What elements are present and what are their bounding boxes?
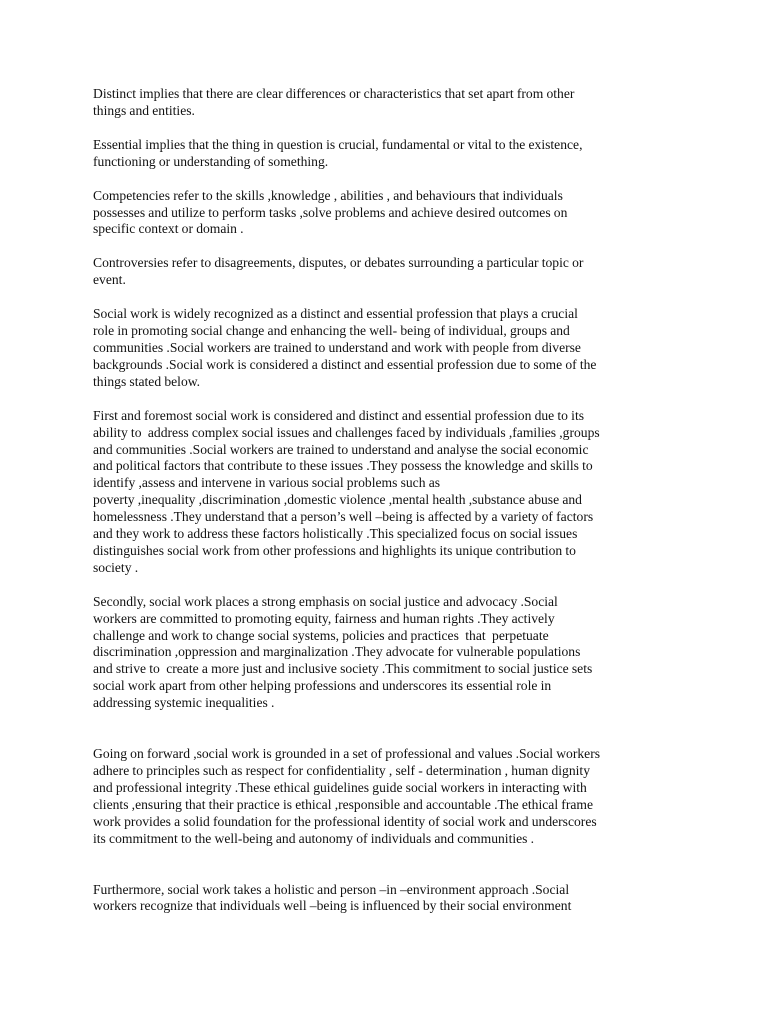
document-page — [93, 86, 673, 915]
paragraph-essential-definition — [93, 137, 673, 171]
paragraph-fourth-point — [93, 882, 673, 916]
text-line: role in promoting social change and enhancing the well- being of individual, groups and — [93, 323, 570, 339]
text-line: clients ,ensuring that their practice is ethical ,responsible and accountable .The ethical frame — [93, 796, 593, 812]
text-line: Essential implies that the thing in question is crucial, fundamental or vital to the existence, — [93, 136, 583, 152]
text-line: possesses and utilize to perform tasks ,solve problems and achieve desired outcomes on — [93, 204, 568, 220]
paragraph-second-point — [93, 594, 673, 712]
paragraph-distinct-definition — [93, 86, 673, 120]
text-line: social work apart from other helping professions and underscores its essential role in — [93, 678, 552, 694]
text-line: event. — [93, 272, 126, 288]
text-line: Social work is widely recognized as a distinct and essential profession that plays a crucial — [93, 306, 578, 322]
text-line: backgrounds .Social work is considered a distinct and essential profession due to some of the — [93, 356, 597, 372]
text-line: Going on forward ,social work is grounded in a set of professional and values .Social workers — [93, 746, 601, 762]
text-line: functioning or understanding of something. — [93, 153, 329, 169]
text-line: identify ,assess and intervene in various social problems such as — [93, 475, 441, 491]
paragraph-controversies-definition — [93, 255, 673, 289]
text-line: poverty ,inequality ,discrimination ,domestic violence ,mental health ,substance abuse and — [93, 492, 582, 508]
text-line: and they work to address these factors holistically .This specialized focus on social issues — [93, 526, 578, 542]
paragraph-competencies-definition — [93, 188, 673, 239]
text-line: and communities .Social workers are trained to understand and analyse the social economic — [93, 441, 589, 457]
text-line: things and entities. — [93, 102, 195, 118]
text-line: communities .Social workers are trained to understand and work with people from diverse — [93, 339, 581, 355]
text-line: adhere to principles such as respect for confidentiality , self - determination , human dignity — [93, 763, 590, 778]
text-line: discrimination ,oppression and marginalization .They advocate for vulnerable populations — [93, 644, 581, 660]
text-line: addressing systemic inequalities . — [93, 695, 275, 711]
text-line: things stated below. — [93, 373, 201, 389]
paragraph-third-point — [93, 746, 673, 847]
text-line: Distinct implies that there are clear differences or characteristics that set apart from other — [93, 86, 575, 101]
text-line: Competencies refer to the skills ,knowledge , abilities , and behaviours that individuals — [93, 187, 563, 203]
text-line: homelessness .They understand that a person’s well –being is affected by a variety of factors — [93, 509, 594, 525]
text-line: society . — [93, 559, 139, 575]
text-line: ability to address complex social issues and challenges faced by individuals ,families ,groups — [93, 424, 600, 440]
text-line: First and foremost social work is considered and distinct and essential profession due to its — [93, 407, 585, 423]
paragraph-social-work-intro — [93, 306, 673, 391]
text-line: and professional integrity .These ethical guidelines guide social workers in interacting with — [93, 779, 587, 795]
text-line: work provides a solid foundation for the professional identity of social work and underscores — [93, 813, 597, 829]
text-line: specific context or domain . — [93, 221, 244, 237]
text-line: and political factors that contribute to these issues .They possess the knowledge and skills to — [93, 458, 593, 474]
text-line: Furthermore, social work takes a holistic and person –in –environment approach .Social — [93, 881, 570, 897]
text-line: Controversies refer to disagreements, disputes, or debates surrounding a particular topic or — [93, 255, 584, 271]
text-line: Secondly, social work places a strong emphasis on social justice and advocacy .Social — [93, 593, 558, 609]
text-line: its commitment to the well-being and autonomy of individuals and communities . — [93, 830, 535, 846]
text-line: and strive to create a more just and inclusive society .This commitment to social justice sets — [93, 661, 593, 677]
text-line: distinguishes social work from other professions and highlights its unique contribution to — [93, 542, 576, 558]
text-line: challenge and work to change social systems, policies and practices that perpetuate — [93, 627, 549, 643]
paragraph-first-point — [93, 408, 673, 577]
text-line: workers are committed to promoting equity, fairness and human rights .They actively — [93, 610, 555, 626]
text-line: workers recognize that individuals well –being is influenced by their social environment — [93, 898, 572, 914]
